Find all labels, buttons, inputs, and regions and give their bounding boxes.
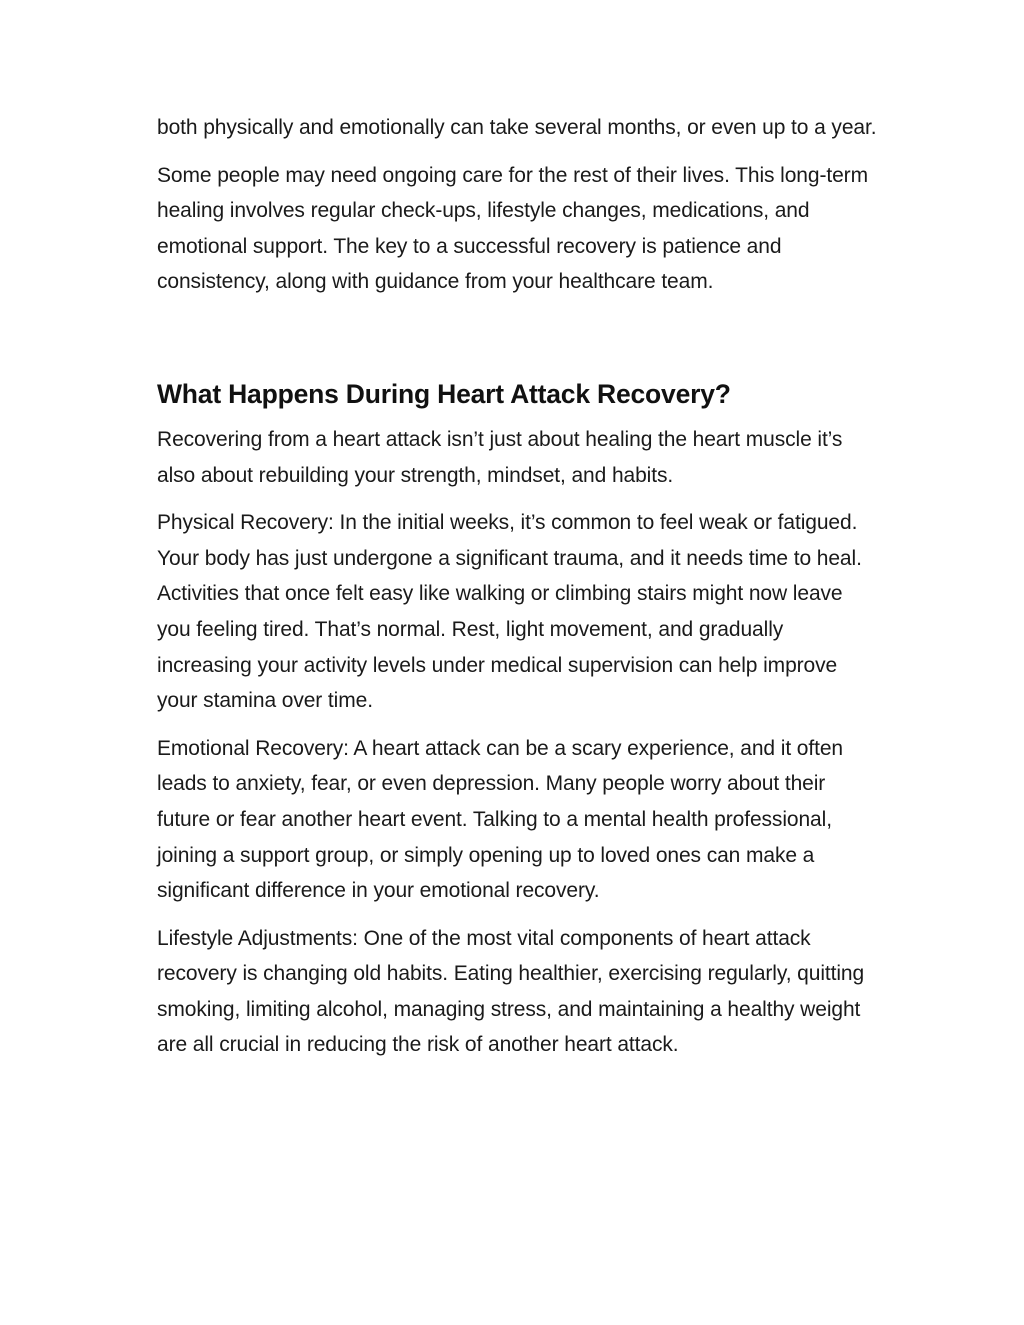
section-heading: What Happens During Heart Attack Recovery? <box>157 378 731 409</box>
intro-paragraph-2: Some people may need ongoing care for the rest of their lives. This long-term healing involves regular check-ups, lifestyle changes, medications, and emotional support. The key to a successful recovery is patience and consistency, along with guidance from your healthcare team. <box>157 163 868 294</box>
intro-paragraph-1: both physically and emotionally can take several months, or even up to a year. <box>157 116 877 139</box>
document-page <box>157 110 877 1075</box>
section-paragraph-physical-recovery: Physical Recovery: In the initial weeks, it’s common to feel weak or fatigued. Your body has just undergone a significant trauma, and it needs time to heal. Activities that once felt easy like walking or climbing stairs might now leave you feeling tired. That’s normal. Rest, light movement, and gradually increasing your activity levels under medical supervision can help improve your stamina over time. <box>157 511 862 713</box>
section-paragraph-emotional-recovery: Emotional Recovery: A heart attack can be a scary experience, and it often leads to anxiety, fear, or even depression. Many people worry about their future or fear another heart event. Talking to a mental health professional, joining a support group, or simply opening up to loved ones can make a significant difference in your emotional recovery. <box>157 736 843 903</box>
section-paragraph-intro: Recovering from a heart attack isn’t just about healing the heart muscle it’s also about rebuilding your strength, mindset, and habits. <box>157 427 843 487</box>
section-paragraph-lifestyle-adjustments: Lifestyle Adjustments: One of the most vital components of heart attack recovery is changing old habits. Eating healthier, exercising regularly, quitting smoking, limiting alcohol, managing stress, and maintaining a healthy weight are all crucial in reducing the risk of another heart attack. <box>157 926 865 1057</box>
